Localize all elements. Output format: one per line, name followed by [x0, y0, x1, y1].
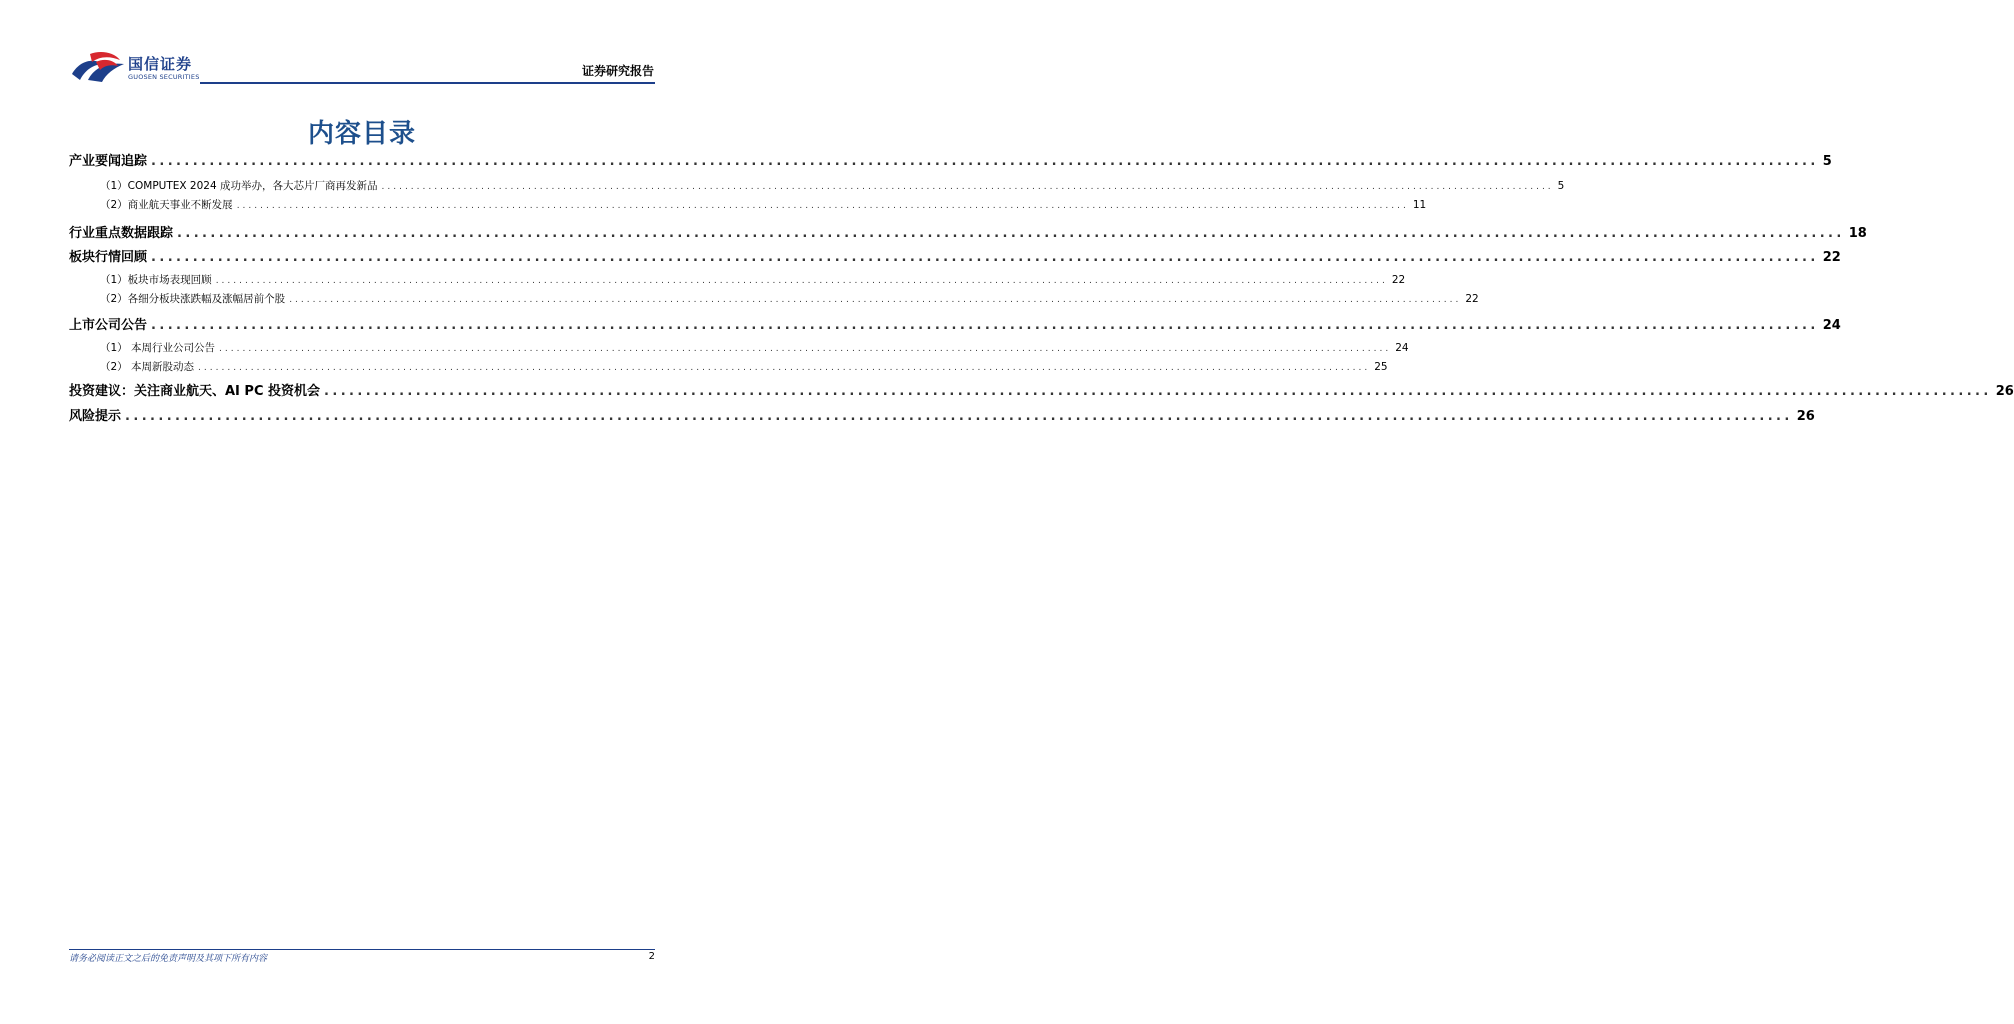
toc-dot-leader: ........................................................................................................................................................................................................ — [198, 363, 1371, 373]
brand-name-en: GUOSEN SECURITIES — [128, 73, 200, 81]
toc-entry-page: 26 — [1796, 409, 1815, 424]
toc-dot-leader: ........................................................................................................................................................................................................ — [289, 295, 1462, 305]
toc-entry-label: （2）商业航天事业不断发展 — [100, 199, 233, 211]
toc-entry[interactable] — [69, 380, 2014, 399]
toc-entry-label: （1）COMPUTEX 2024 成功举办，各大芯片厂商再发新品 — [100, 180, 378, 192]
toc-entry-label: 风险提示 — [69, 409, 122, 424]
toc-entry-page: 5 — [1822, 154, 1832, 169]
guosen-logo-icon — [70, 50, 126, 84]
brand-name-cn: 国信证券 — [128, 55, 193, 73]
toc-entry[interactable] — [69, 359, 1388, 374]
toc-entry-page: 11 — [1412, 199, 1427, 211]
toc-entry-label: 产业要闻追踪 — [69, 154, 148, 169]
toc-dot-leader: ........................................................................................................................................................................................................ — [151, 250, 1819, 265]
toc-entry[interactable] — [69, 291, 1479, 306]
toc-entry[interactable] — [69, 340, 1409, 355]
header-divider — [200, 82, 655, 84]
toc-entry[interactable] — [69, 314, 1841, 333]
toc-entry-page: 26 — [1995, 384, 2014, 399]
toc-dot-leader: ........................................................................................................................................................................................................ — [219, 344, 1392, 354]
toc-entry[interactable] — [69, 197, 1427, 212]
toc-entry-page: 22 — [1465, 293, 1479, 305]
toc-entry-label: （1） 本周行业公司公告 — [100, 342, 216, 354]
toc-entry-page: 24 — [1822, 318, 1841, 333]
page-header — [0, 0, 724, 90]
toc-entry-page: 25 — [1374, 361, 1388, 373]
toc-dot-leader: ........................................................................................................................................................................................................ — [324, 384, 1992, 399]
toc-dot-leader: ........................................................................................................................................................................................................ — [177, 226, 1845, 241]
toc-entry-page: 24 — [1395, 342, 1409, 354]
toc-entry-label: 上市公司公告 — [69, 318, 148, 333]
toc-entry-label: （1）板块市场表现回顾 — [100, 274, 212, 286]
toc-dot-leader: ........................................................................................................................................................................................................ — [151, 318, 1819, 333]
toc-entry[interactable] — [69, 222, 1867, 241]
toc-dot-leader: ........................................................................................................................................................................................................ — [151, 154, 1819, 169]
toc-entry-label: （2） 本周新股动态 — [100, 361, 195, 373]
toc-entry-page: 18 — [1848, 226, 1867, 241]
toc-entry[interactable] — [69, 178, 1565, 193]
report-type: 证券研究报告 — [581, 64, 654, 78]
toc-entry[interactable] — [69, 246, 1841, 265]
page-number: 2 — [648, 951, 655, 962]
toc-entry-label: （2）各细分板块涨跌幅及涨幅居前个股 — [100, 293, 286, 305]
footer-divider — [69, 949, 655, 950]
toc-entry-page: 22 — [1822, 250, 1841, 265]
toc-entry[interactable] — [69, 272, 1406, 287]
toc-dot-leader: ........................................................................................................................................................................................................ — [381, 182, 1554, 192]
toc-dot-leader: ........................................................................................................................................................................................................ — [215, 276, 1388, 286]
footer-disclaimer: 请务必阅读正文之后的免责声明及其项下所有内容 — [69, 954, 268, 964]
toc-entry-page: 22 — [1391, 274, 1406, 286]
toc-entry-page: 5 — [1557, 180, 1565, 192]
toc-entry-label: 板块行情回顾 — [69, 250, 148, 265]
toc-entry-label: 投资建议：关注商业航天、AI PC 投资机会 — [69, 384, 321, 399]
toc-entry-label: 行业重点数据跟踪 — [69, 226, 174, 241]
toc-dot-leader: ........................................................................................................................................................................................................ — [236, 201, 1409, 211]
page-title: 内容目录 — [307, 119, 416, 149]
toc-dot-leader: ........................................................................................................................................................................................................ — [125, 409, 1793, 424]
toc-entry[interactable] — [69, 150, 1832, 169]
toc-entry[interactable] — [69, 405, 1815, 424]
